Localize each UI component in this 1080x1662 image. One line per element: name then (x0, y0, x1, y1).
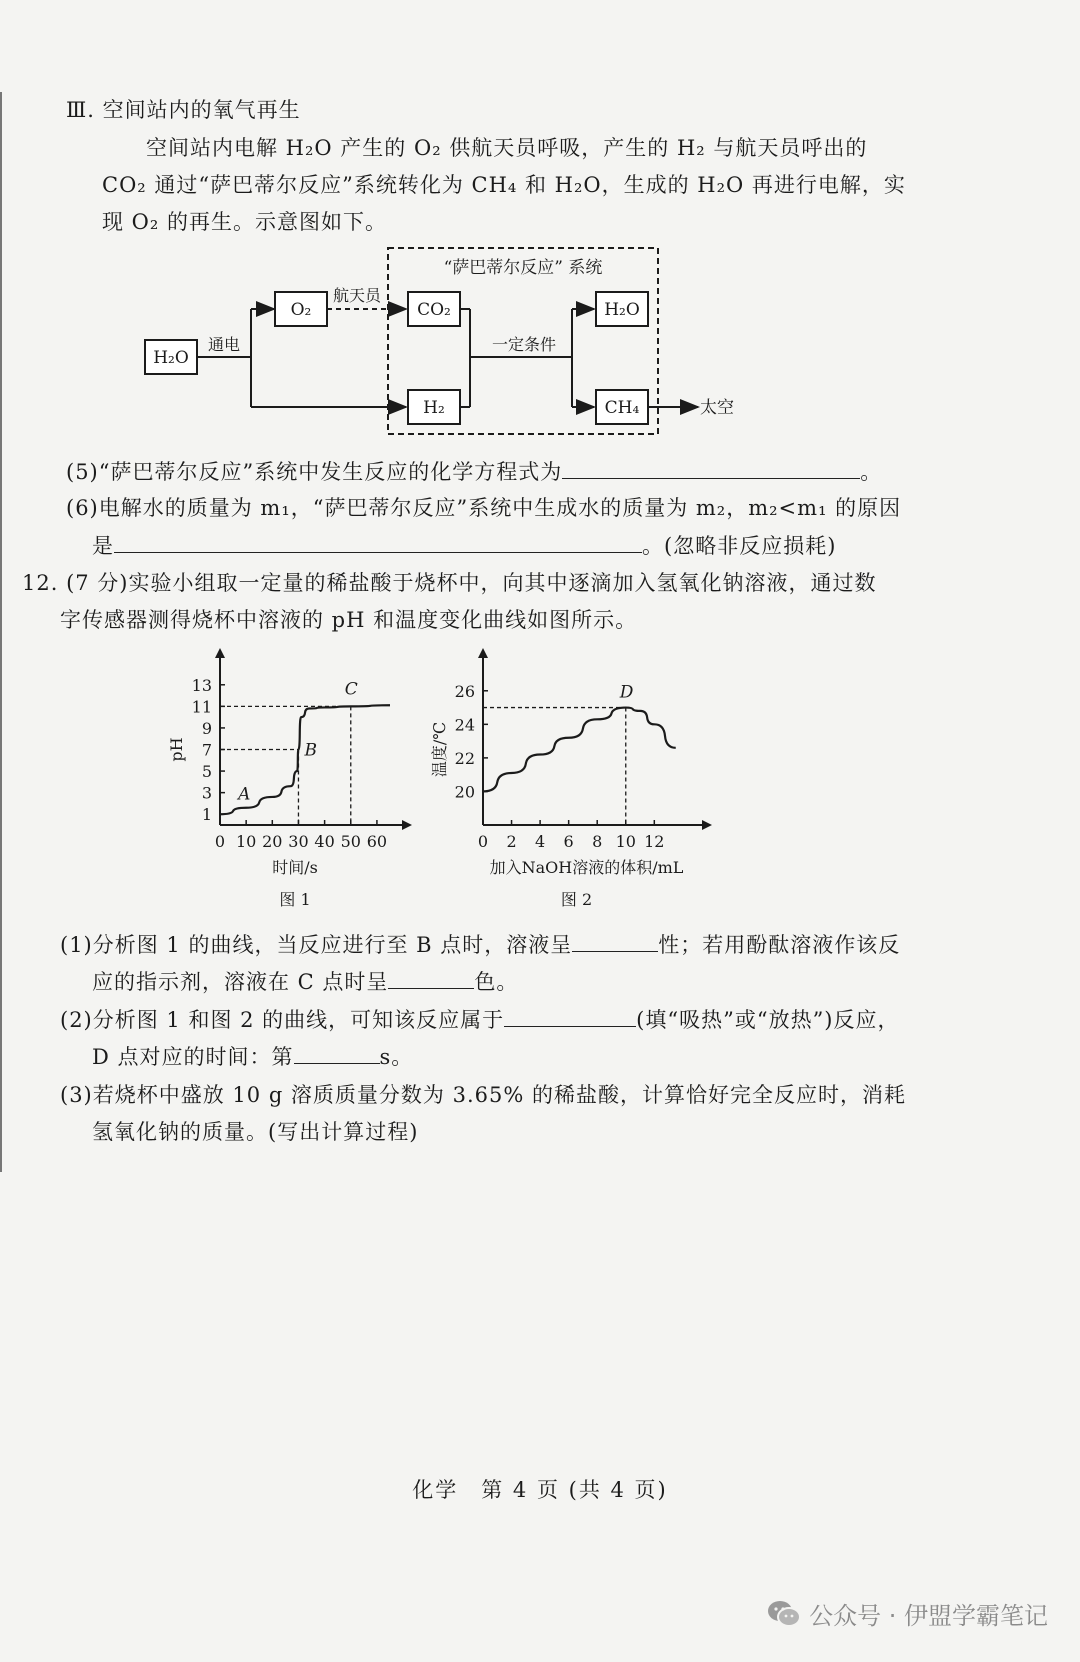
c1-x-tick-label: 30 (288, 832, 309, 851)
q12-1-text-d: 色。 (474, 970, 519, 994)
q12-1-text-b: 性；若用酚酞溶液作该反 (658, 933, 901, 957)
question-12-1-line-2 (92, 966, 518, 997)
question-12-line-2: 字传感器测得烧杯中溶液的 pH 和温度变化曲线如图所示。 (60, 608, 638, 632)
c1-x-tick-label: 50 (340, 832, 361, 851)
c1-x-arrow (402, 820, 412, 830)
h2o-right-label: H₂O (604, 300, 640, 320)
c1-title: 图 1 (279, 890, 311, 909)
c2-y-tick-label: 24 (454, 715, 475, 735)
c1-point-label: A (238, 784, 251, 805)
c1-y-arrow (215, 648, 225, 658)
ch4-label: CH₄ (604, 398, 640, 418)
q6-prefix: 是 (92, 534, 114, 558)
c2-x-tick-label: 0 (477, 832, 489, 851)
c2-x-axis-label: 加入NaOH溶液的体积/mL (489, 858, 684, 877)
question-12-2-line-1 (60, 1004, 900, 1035)
c1-point-label: C (344, 679, 358, 700)
c2-y-tick-label: 26 (454, 681, 475, 701)
c2-x-tick-label: 10 (615, 832, 636, 851)
q12-2-text-c: D 点对应的时间：第 (92, 1045, 294, 1069)
oxygen-regeneration-diagram (0, 0, 1080, 470)
temperature-volume-chart (425, 640, 725, 910)
h2o-left-label: H₂O (153, 348, 189, 368)
q12-1-text-c: 应的指示剂，溶液在 C 点时呈 (92, 970, 389, 994)
c2-y-axis-label: 温度/℃ (430, 721, 449, 778)
q5-text: (5)“萨巴蒂尔反应”系统中发生反应的化学方程式为 (66, 460, 563, 484)
condition-label: 一定条件 (491, 335, 557, 354)
q5-end: 。 (860, 460, 883, 484)
question-6-line-1: (6)电解水的质量为 m₁，“萨巴蒂尔反应”系统中生成水的质量为 m₂，m₂<m₁ 的原因 (66, 496, 902, 520)
c1-x-tick-label: 20 (262, 832, 283, 851)
c1-y-tick-label: 13 (191, 675, 212, 695)
c2-y-tick-label: 20 (454, 782, 475, 802)
q12-2-text-b: (填“吸热”或“放热”)反应， (636, 1008, 900, 1032)
q12-2-blank-time[interactable] (294, 1041, 380, 1064)
ph-time-chart (160, 640, 450, 910)
q6-suffix: 。(忽略非反应损耗) (642, 534, 837, 558)
o2-label: O₂ (290, 300, 312, 320)
q5-answer-blank[interactable] (562, 456, 860, 479)
electrolysis-label: 通电 (207, 335, 241, 354)
question-6-line-2 (92, 530, 836, 561)
watermark-text: 公众号 · 伊盟学霸笔记 (809, 1602, 1048, 1630)
c2-x-tick-label: 2 (506, 832, 517, 851)
intro-line-1: 空间站内电解 H₂O 产生的 O₂ 供航天员呼吸，产生的 H₂ 与航天员呼出的 (146, 136, 868, 160)
c2-x-arrow (702, 820, 712, 830)
c2-x-tick-label: 6 (563, 832, 574, 851)
intro-line-2: CO₂ 通过“萨巴蒂尔反应”系统转化为 CH₄ 和 H₂O，生成的 H₂O 再进行电解，实 (102, 173, 906, 197)
page-footer: 化学 第 4 页 (共 4 页) (412, 1478, 668, 1502)
c2-x-tick-label: 4 (535, 832, 546, 851)
question-12-3-line-2: 氢氧化钠的质量。(写出计算过程) (92, 1120, 419, 1144)
c1-y-tick-label: 7 (201, 740, 212, 760)
question-5 (66, 456, 882, 487)
c1-x-tick-label: 60 (366, 832, 388, 851)
c1-y-axis-label: pH (167, 737, 186, 762)
astronaut-label: 航天员 (332, 286, 382, 305)
c2-y-tick-label: 22 (454, 748, 475, 768)
q12-1-blank-b-point[interactable] (572, 929, 658, 952)
space-label: 太空 (700, 398, 734, 418)
wechat-icon (767, 1600, 801, 1628)
watermark (767, 1596, 1048, 1631)
c1-y-tick-label: 9 (201, 718, 212, 738)
c1-x-tick-label: 10 (235, 832, 257, 851)
c1-x-tick-label: 40 (314, 832, 335, 851)
intro-line-3: 现 O₂ 的再生。示意图如下。 (102, 210, 387, 234)
c1-point-label: B (304, 740, 317, 761)
c2-x-tick-label: 8 (592, 832, 603, 851)
q12-1-text-a: (1)分析图 1 的曲线，当反应进行至 B 点时，溶液呈 (60, 933, 573, 957)
question-12-line-1: 12. (7 分)实验小组取一定量的稀盐酸于烧杯中，向其中逐滴加入氢氧化钠溶液，通过数 (22, 571, 877, 595)
c2-y-arrow (478, 648, 488, 658)
question-12-1-line-1 (60, 929, 900, 960)
q12-2-text-a: (2)分析图 1 和图 2 的曲线，可知该反应属于 (60, 1008, 505, 1032)
c1-x-axis-label: 时间/s (272, 858, 318, 877)
q12-2-text-d: s。 (379, 1045, 414, 1069)
c1-y-tick-label: 1 (201, 805, 212, 825)
q12-2-blank-reaction-type[interactable] (504, 1004, 636, 1027)
section-heading: Ⅲ. 空间站内的氧气再生 (66, 98, 301, 122)
c2-x-tick-label: 12 (644, 832, 665, 851)
c2-data-curve (483, 708, 676, 792)
q6-answer-blank[interactable] (114, 530, 642, 553)
c1-y-tick-label: 3 (201, 783, 212, 803)
c2-title: 图 2 (560, 890, 593, 909)
co2-label: CO₂ (417, 300, 451, 320)
question-12-2-line-2 (92, 1041, 413, 1072)
c1-y-tick-label: 5 (201, 762, 212, 782)
h2-label: H₂ (423, 398, 445, 418)
question-12-3-line-1: (3)若烧杯中盛放 10 g 溶质质量分数为 3.65% 的稀盐酸，计算恰好完全反应时，消耗 (60, 1083, 906, 1107)
c1-y-tick-label: 11 (191, 697, 212, 717)
c1-x-tick-label: 0 (214, 832, 226, 851)
c2-point-label: D (619, 682, 634, 703)
sabatier-system-title: “萨巴蒂尔反应” 系统 (443, 258, 603, 278)
q12-1-blank-color[interactable] (388, 966, 474, 989)
